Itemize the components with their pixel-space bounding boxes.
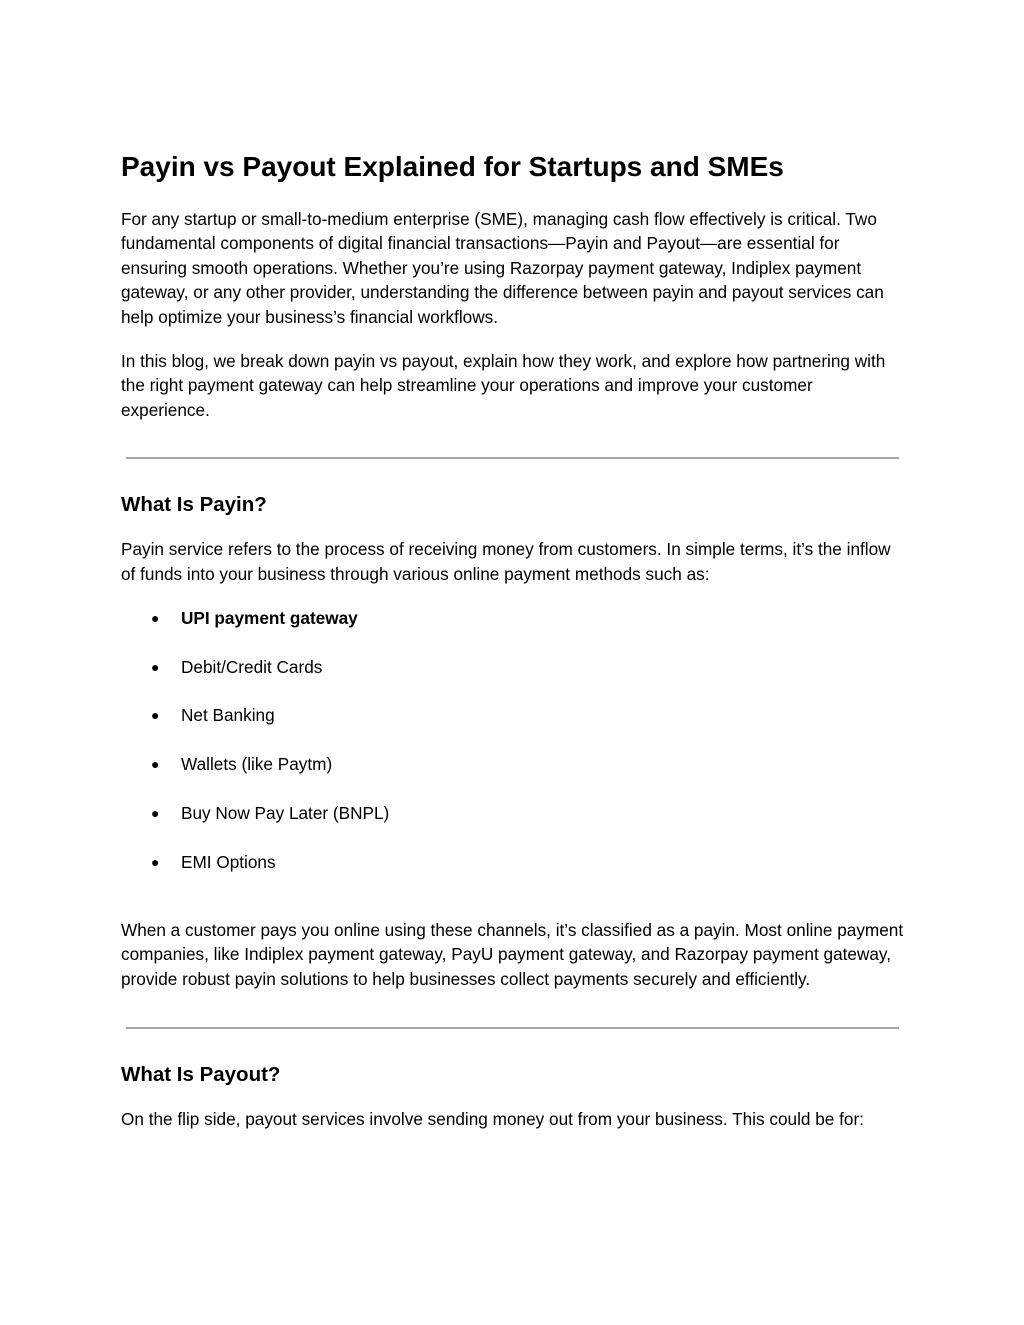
page-title: Payin vs Payout Explained for Startups and SMEs [121, 151, 784, 182]
section-divider-2 [121, 1027, 911, 1029]
list-item [121, 703, 911, 727]
list-item-text: Net Banking [181, 705, 275, 726]
payin-paragraph: Payin service refers to the process of receiving money from customers. In simple terms, it’s the inflow of funds into your business through various online payment methods such as: [121, 539, 891, 584]
bullet-icon: ● [151, 658, 160, 675]
payout-paragraph: On the flip side, payout services involve sending money out from your business. This could be for: [121, 1109, 864, 1130]
list-item [121, 801, 911, 825]
list-item-text: Wallets (like Paytm) [181, 754, 333, 775]
bullet-icon: ● [151, 610, 160, 627]
payin-methods-list [121, 606, 911, 874]
list-item-text: EMI Options [181, 851, 276, 872]
section-heading-payout: What Is Payout? [121, 1063, 281, 1087]
list-item-text: UPI payment gateway [181, 608, 358, 629]
payin-closing-paragraph: When a customer pays you online using these channels, it’s classified as a payin. Most online payment companies, like Indiplex payment gateway, PayU payment gateway, and Razorpay payment gateway, provide robust payin solutions to help businesses collect payments securely and efficiently. [121, 919, 904, 989]
list-item [121, 606, 911, 630]
section-divider-1 [121, 457, 911, 459]
intro-paragraph-1: For any startup or small-to-medium enterprise (SME), managing cash flow effectively is critical. Two fundamental components of digital financial transactions—Payin and Payout—are essential for ensuring smooth operations. Whether you’re using Razorpay payment gateway, Indiplex payment gateway, or any other provider, understanding the difference between payin and payout services can help optimize your business’s financial workflows. [121, 209, 884, 327]
bullet-icon: ● [151, 707, 160, 724]
document-body [121, 148, 911, 1132]
section-heading-payin: What Is Payin? [121, 493, 267, 517]
list-item [121, 752, 911, 776]
list-item-text: Buy Now Pay Later (BNPL) [181, 802, 390, 823]
list-item [121, 655, 911, 679]
list-item [121, 850, 911, 874]
bullet-icon: ● [151, 756, 160, 773]
intro-paragraph-2: In this blog, we break down payin vs payout, explain how they work, and explore how partnering with the right payment gateway can help streamline your operations and improve your customer experience. [121, 351, 886, 420]
list-item-text: Debit/Credit Cards [181, 656, 323, 677]
bullet-icon: ● [151, 853, 160, 870]
bullet-icon: ● [151, 804, 160, 821]
